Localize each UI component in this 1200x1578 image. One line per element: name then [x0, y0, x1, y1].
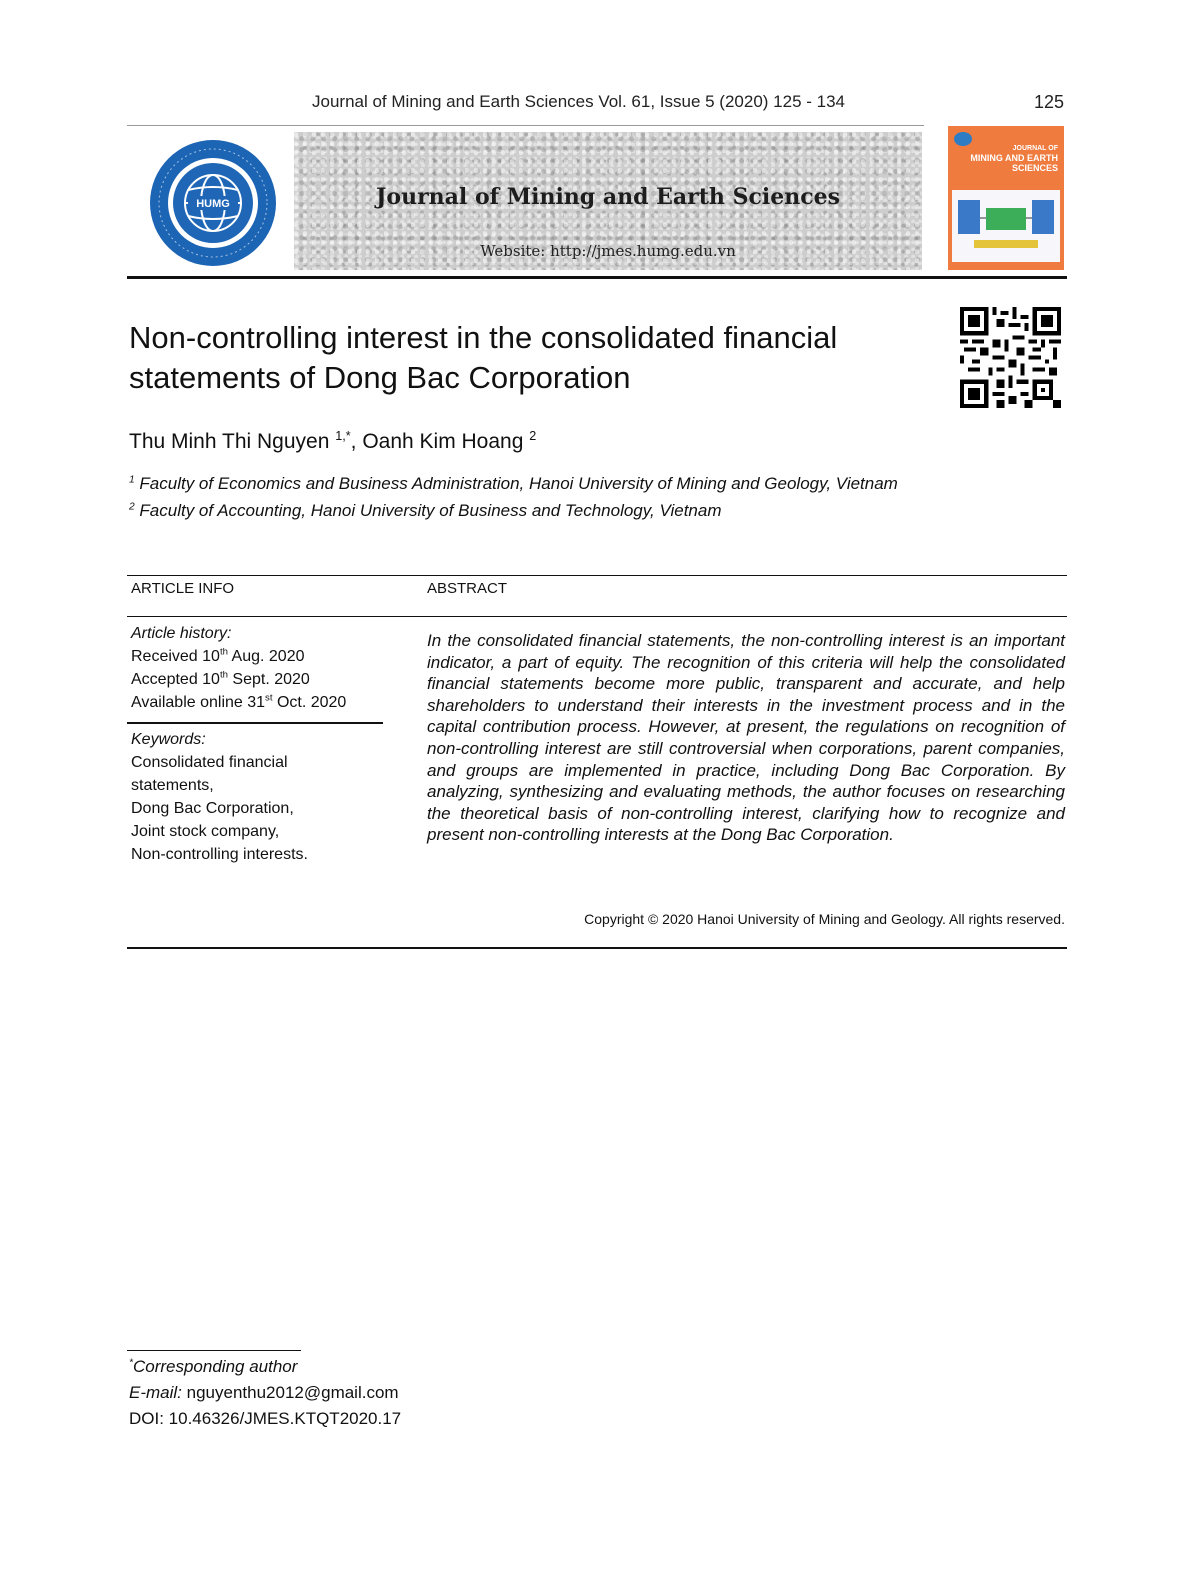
banner-journal-name: Journal of Mining and Earth Sciences: [376, 184, 840, 210]
author-affiliation-marker: 1,*: [335, 429, 351, 443]
keyword-item: Consolidated financial: [131, 754, 288, 771]
article-title: Non-controlling interest in the consolidated financial statements of Dong Bac Corporation: [129, 320, 838, 395]
journal-banner: [294, 132, 922, 270]
running-head: Journal of Mining and Earth Sciences Vol. 61, Issue 5 (2020) 125 - 134: [312, 92, 845, 111]
university-logo: [148, 138, 278, 268]
received-date: Received 10th Aug. 2020: [131, 646, 305, 665]
article-info-heading: ARTICLE INFO: [131, 580, 235, 597]
email-link[interactable]: nguyenthu2012@gmail.com: [181, 1383, 399, 1402]
author-line: [129, 430, 536, 454]
keywords-label: Keywords:: [131, 731, 206, 748]
email-line: E-mail: nguyenthu2012@gmail.com: [129, 1383, 399, 1402]
section-rule-middle: [127, 616, 1067, 617]
history-label: Article history:: [131, 625, 232, 642]
banner-rule: [127, 276, 1067, 279]
banner-website[interactable]: Website: http://jmes.humg.edu.vn: [480, 242, 736, 260]
page-number: 125: [1034, 92, 1065, 112]
author-name: Oanh Kim Hoang: [362, 430, 524, 453]
affiliation-2: $^2$ Faculty of Accounting, Hanoi University of Business and Technology, Vietnam: [129, 501, 722, 520]
author-separator: ,: [350, 430, 363, 453]
online-date: Available online 31st Oct. 2020: [131, 692, 347, 711]
author-name: Thu Minh Thi Nguyen: [129, 430, 330, 453]
header-rule: [127, 125, 924, 126]
cover-diagram-image: [952, 190, 1060, 262]
section-rule-bottom: [127, 947, 1067, 949]
keyword-item: Non-controlling interests.: [131, 846, 308, 863]
section-rule-top: [127, 575, 1067, 576]
abstract-text: In the consolidated financial statements, the non-controlling interest is an important indicator, a part of equity. The recognition of this criteria will help the consolidated financial statements become more public, transparent and accurate, and help shareholders to understand their interests in the investment process and in the capital contribution process. However, at present, the regulations on recognition of non-controlling interest are still controversial when corporations, parent companies, and groups are implemented in practice, including Dong Bac Corporation. By analyzing, synthesizing and evaluating methods, the author focuses on researching the theoretical basis of non-controlling interest, clarifying how to recognize and present non-controlling interests at the Dong Bac Corporation.: [427, 631, 1065, 845]
doi-line[interactable]: DOI: 10.46326/JMES.KTQT2020.17: [129, 1409, 402, 1428]
author-affiliation-marker: 2: [529, 429, 537, 443]
diagram-icon: [952, 190, 1060, 262]
article-history: [131, 622, 346, 714]
affiliation-1: $^1$ Faculty of Economics and Business Administration, Hanoi University of Mining and Geology, Vietnam: [129, 474, 898, 493]
keywords: [131, 728, 308, 866]
accepted-date: Accepted 10th Sept. 2020: [131, 669, 310, 688]
keyword-item: Joint stock company,: [131, 823, 280, 840]
corresponding-author: *Corresponding author: [129, 1357, 298, 1376]
logo-text: HUMG: [196, 198, 230, 210]
journal-cover: [948, 126, 1064, 270]
qr-code[interactable]: [960, 307, 1061, 408]
abstract-heading: ABSTRACT: [427, 580, 508, 597]
keyword-item: statements,: [131, 777, 214, 794]
keyword-item: Dong Bac Corporation,: [131, 800, 294, 817]
copyright-notice: Copyright © 2020 Hanoi University of Mining and Geology. All rights reserved.: [584, 911, 1065, 927]
cover-title: JOURNAL OF MINING AND EARTH SCIENCES: [970, 145, 1058, 173]
info-divider: [127, 722, 383, 724]
footnote-rule: [127, 1350, 301, 1351]
